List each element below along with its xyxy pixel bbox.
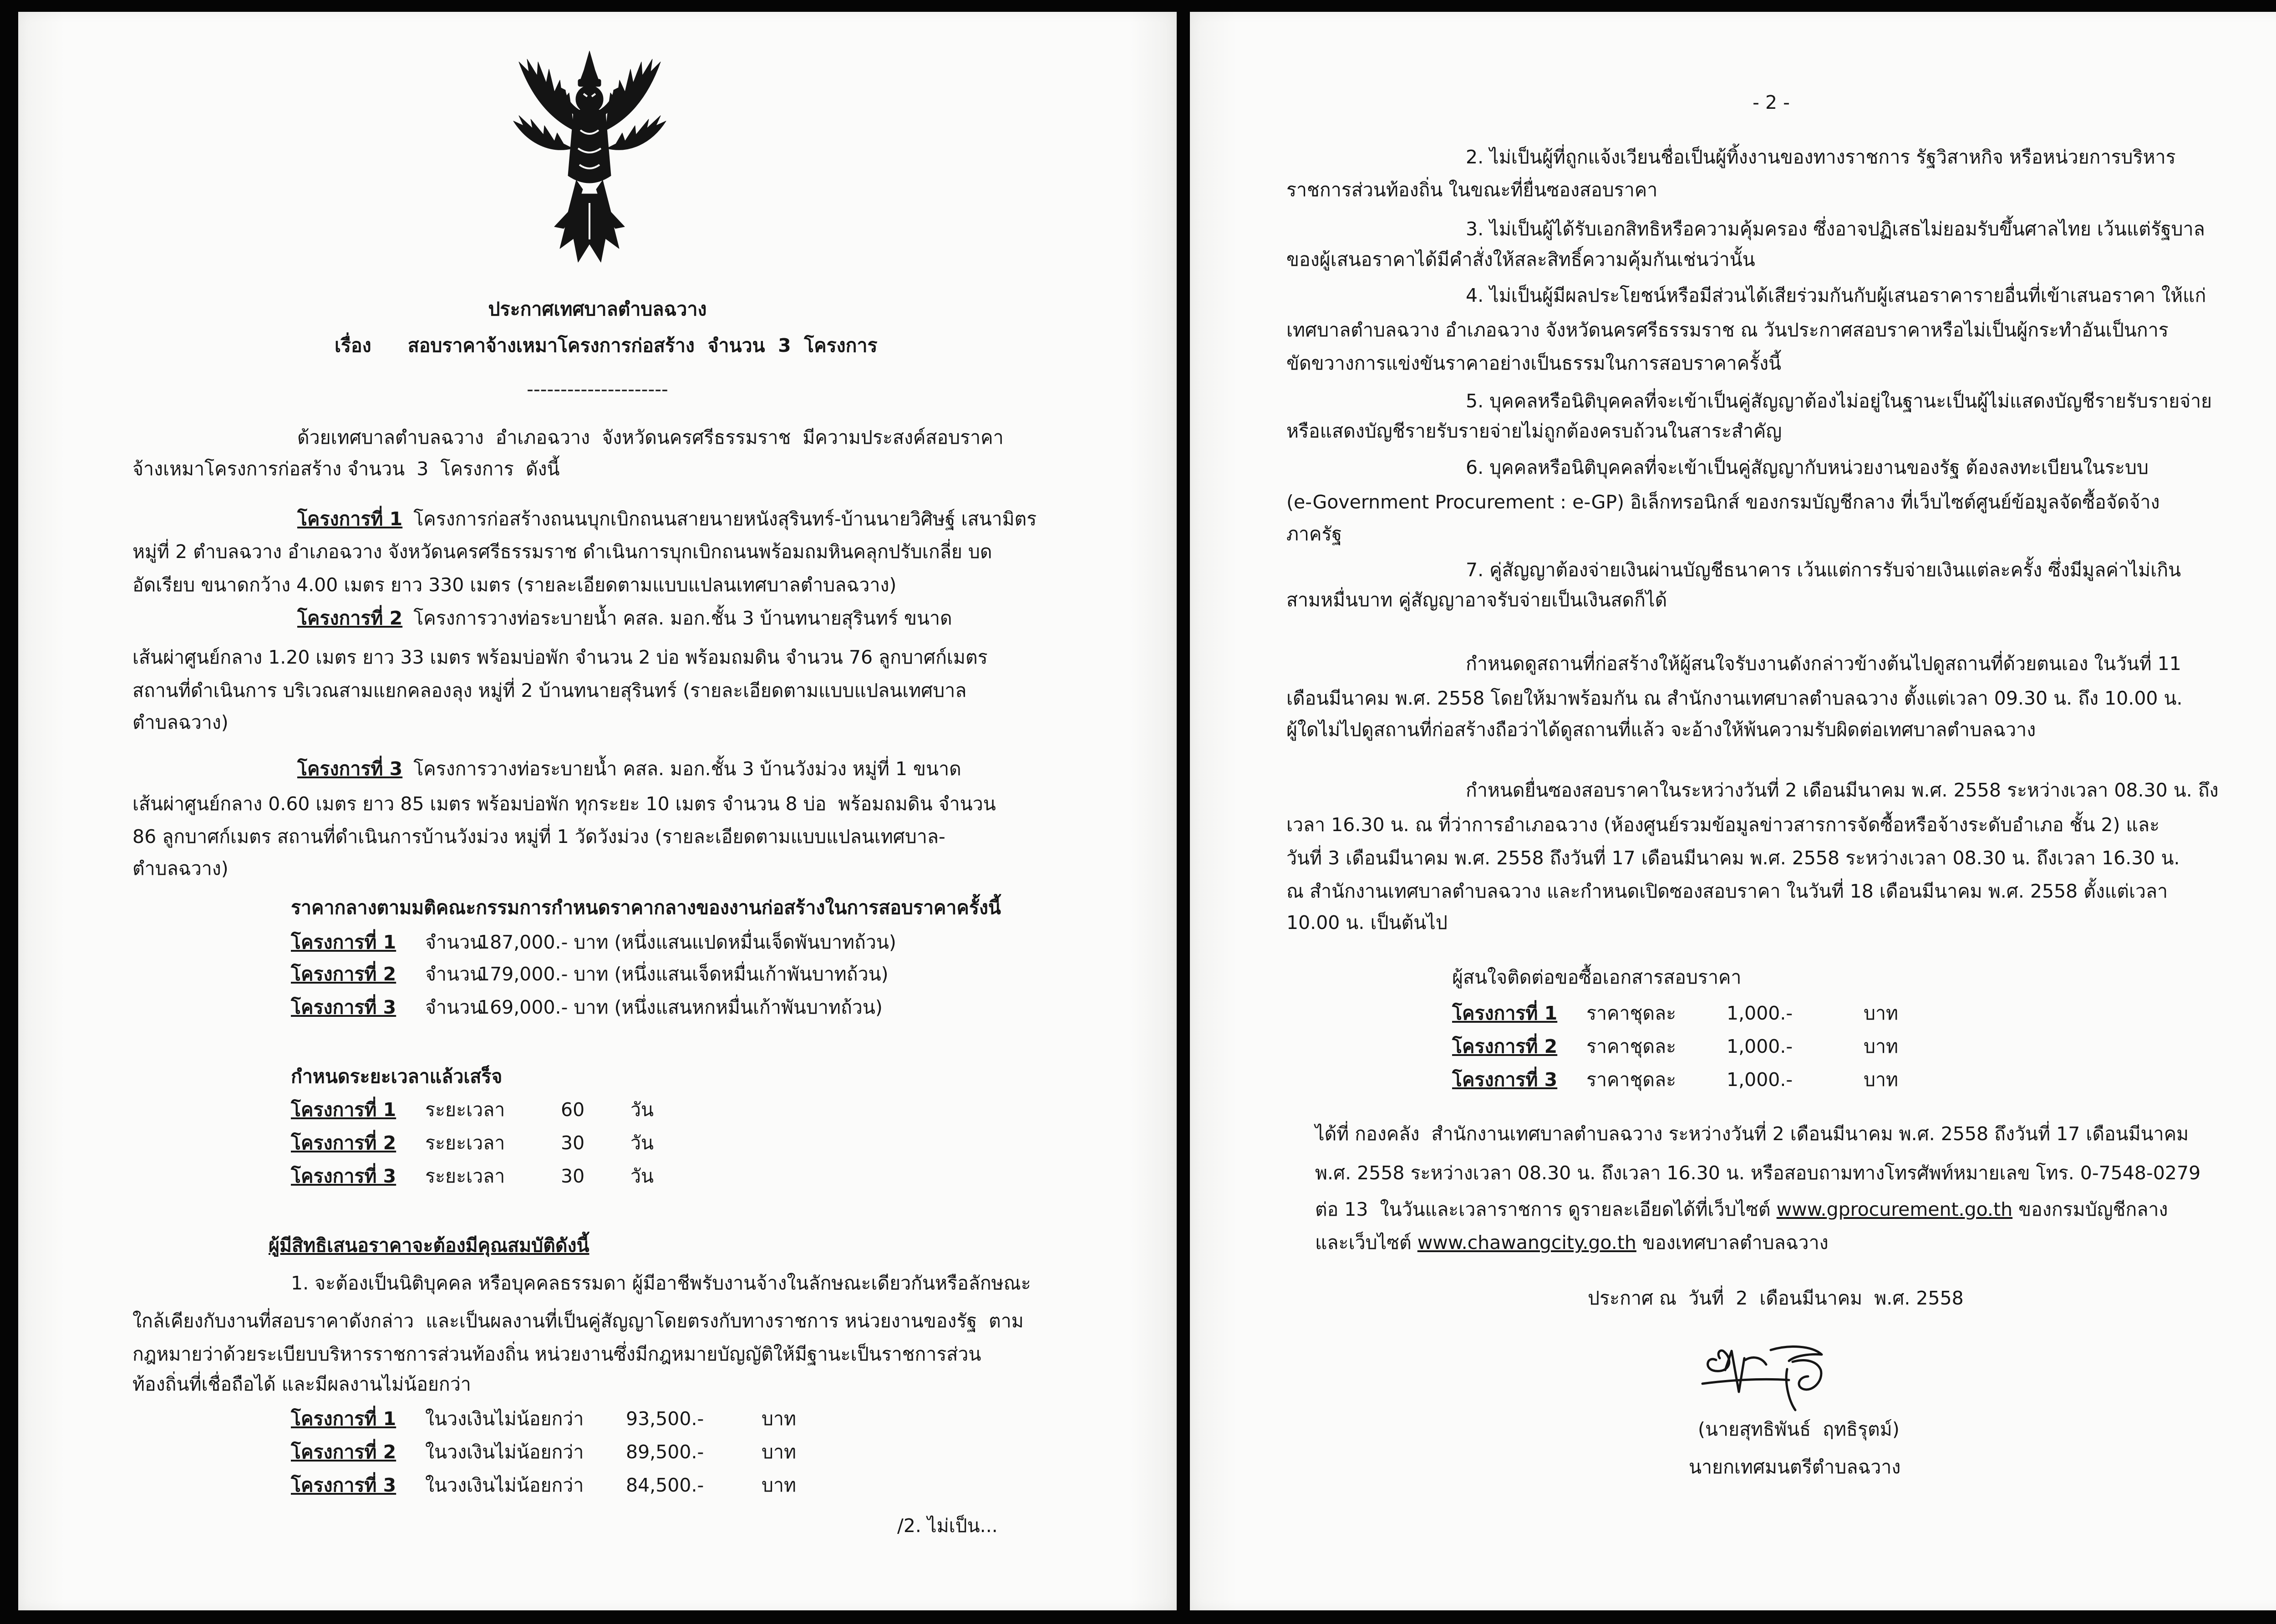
experience-amount: 93,500.-: [626, 1408, 704, 1430]
purchase-label: โครงการที่ 2: [1452, 1035, 1558, 1057]
experience-word: ในวงเงินไม่น้อยกว่า: [425, 1408, 584, 1430]
experience-word: ในวงเงินไม่น้อยกว่า: [425, 1474, 584, 1496]
intro-line: ด้วยเทศบาลตำบลฉวาง อำเภอฉวาง จังหวัดนครศรีธรรมราช มีความประสงค์สอบราคา: [297, 426, 1004, 448]
qualification-line: ใกล้เคียงกับงานที่สอบราคาดังกล่าว และเป็นผลงานที่เป็นคู่สัญญาโดยตรงกับทางราชการ หน่วยงานของรัฐ ตาม: [132, 1310, 1024, 1332]
duration-row: [18, 1096, 1177, 1123]
submission-line: วันที่ 3 เดือนมีนาคม พ.ศ. 2558 ถึงวันที่ 17 เดือนมีนาคม พ.ศ. 2558 ระหว่างเวลา 08.30 น. ถึงเวลา 16.30 น.: [1286, 847, 2180, 869]
purchase-label: โครงการที่ 3: [1452, 1069, 1558, 1091]
contact-line: [1315, 1196, 2168, 1223]
continued-marker: /2. ไม่เป็น...: [897, 1515, 998, 1537]
median-price-row: [18, 994, 1177, 1021]
condition-line: ขัดขวางการแข่งขันราคาอย่างเป็นธรรมในการสอบราคาครั้งนี้: [1286, 352, 1782, 374]
median-price-row: [18, 960, 1177, 988]
project-3-text: โครงการวางท่อระบายน้ำ คสล. มอก.ชั้น 3 บ้านวังม่วง หมู่ที่ 1 ขนาด: [413, 758, 961, 780]
purchase-word: ราคาชุดละ: [1586, 1002, 1677, 1024]
duration-days: 30: [561, 1165, 585, 1187]
condition-line: สามหมื่นบาท คู่สัญญาอาจรับจ่ายเป็นเงินสดก็ได้: [1286, 589, 1667, 611]
median-price-row: [18, 929, 1177, 956]
purchase-word: ราคาชุดละ: [1586, 1069, 1677, 1091]
project-1-label: โครงการที่ 1: [297, 508, 403, 530]
condition-line: 6. บุคคลหรือนิติบุคคลที่จะเข้าเป็นคู่สัญญากับหน่วยงานของรัฐ ต้องลงทะเบียนในระบบ: [1466, 457, 2149, 478]
duration-days: 30: [561, 1132, 585, 1154]
condition-line: 3. ไม่เป็นผู้ได้รับเอกสิทธิหรือความคุ้มครอง ซึ่งอาจปฏิเสธไม่ยอมรับขึ้นศาลไทย เว้นแต่รัฐบาล: [1466, 218, 2205, 240]
duration-label: โครงการที่ 3: [291, 1165, 396, 1187]
duration-heading: กำหนดระยะเวลาแล้วเสร็จ: [291, 1066, 503, 1087]
project-2-line: สถานที่ดำเนินการ บริเวณสามแยกคลองลุง หมู่ที่ 2 บ้านทนายสุรินทร์ (รายละเอียดตามแบบแปลนเทศบาล: [132, 680, 967, 701]
subject-text: สอบราคาจ้างเหมาโครงการก่อสร้าง จำนวน 3 โครงการ: [407, 335, 878, 356]
condition-line: ของผู้เสนอราคาได้มีคำสั่งให้สละสิทธิ์ความคุ้มกันเช่นว่านั้น: [1286, 249, 1755, 270]
document-title: ประกาศเทศบาลตำบลฉวาง: [488, 298, 707, 320]
project-1-line: [297, 505, 1036, 533]
purchase-heading: ผู้สนใจติดต่อขอซื้อเอกสารสอบราคา: [1452, 966, 1742, 988]
experience-row: [18, 1472, 1177, 1499]
condition-line: หรือแสดงบัญชีรายรับรายจ่ายไม่ถูกต้องครบถ้วนในสาระสำคัญ: [1286, 420, 1782, 442]
purchase-unit: บาท: [1864, 1069, 1899, 1091]
median-price-amount: 179,000.- บาท (หนึ่งแสนเจ็ดหมื่นเก้าพันบาทถ้วน): [478, 963, 889, 985]
contact-text: ต่อ 13 ในวันและเวลาราชการ ดูรายละเอียดได้ที่เว็บไซต์: [1315, 1198, 1777, 1220]
chawangcity-url: www.chawangcity.go.th: [1417, 1232, 1636, 1254]
project-1-line: หมู่ที่ 2 ตำบลฉวาง อำเภอฉวาง จังหวัดนครศรีธรรมราช ดำเนินการบุกเบิกถนนพร้อมถมหินคลุกปรับเกลี่ย บด: [132, 541, 992, 563]
contact-text: และเว็บไซต์: [1315, 1232, 1417, 1254]
project-3-line: ตำบลฉวาง): [132, 858, 229, 879]
experience-label: โครงการที่ 2: [291, 1441, 396, 1463]
condition-line: (e-Government Procurement : e-GP) อิเล็กทรอนิกส์ ของกรมบัญชีกลาง ที่เว็บไซต์ศูนย์ข้อมูลจัดซื้อจัดจ้าง: [1286, 491, 2160, 513]
experience-row: [18, 1405, 1177, 1432]
experience-unit: บาท: [762, 1474, 797, 1496]
purchase-price: 1,000.-: [1727, 1035, 1793, 1057]
document-page-1: [18, 12, 1177, 1610]
condition-line: ราชการส่วนท้องถิ่น ในขณะที่ยื่นซองสอบราคา: [1286, 179, 1658, 201]
experience-label: โครงการที่ 1: [291, 1408, 396, 1430]
subject-line: [335, 332, 878, 359]
experience-amount: 89,500.-: [626, 1441, 704, 1463]
duration-row: [18, 1129, 1177, 1157]
site-visit-line: ผู้ใดไม่ไปดูสถานที่ก่อสร้างถือว่าได้ดูสถานที่แล้ว จะอ้างให้พ้นความรับผิดต่อเทศบาลตำบลฉวาง: [1286, 719, 2036, 741]
condition-line: ภาครัฐ: [1286, 523, 1342, 545]
signature: [1698, 1342, 1855, 1417]
qualifications-heading: ผู้มีสิทธิเสนอราคาจะต้องมีคุณสมบัติดังนี้: [269, 1234, 589, 1256]
median-price-label: โครงการที่ 1: [291, 931, 396, 953]
median-price-word: จำนวน: [425, 996, 483, 1018]
purchase-unit: บาท: [1864, 1035, 1899, 1057]
experience-row: [18, 1438, 1177, 1466]
project-2-line: ตำบลฉวาง): [132, 711, 229, 733]
purchase-price: 1,000.-: [1727, 1002, 1793, 1024]
title-divider: ---------------------: [527, 378, 668, 400]
median-price-amount: 187,000.- บาท (หนึ่งแสนแปดหมื่นเจ็ดพันบาทถ้วน): [478, 931, 896, 953]
page-number: - 2 -: [1753, 91, 1790, 113]
experience-word: ในวงเงินไม่น้อยกว่า: [425, 1441, 584, 1463]
purchase-price: 1,000.-: [1727, 1069, 1793, 1091]
gprocurement-url: www.gprocurement.go.th: [1776, 1198, 2013, 1220]
purchase-word: ราคาชุดละ: [1586, 1035, 1677, 1057]
median-price-word: จำนวน: [425, 963, 483, 985]
project-2-text: โครงการวางท่อระบายน้ำ คสล. มอก.ชั้น 3 บ้านทนายสุรินทร์ ขนาด: [413, 607, 952, 629]
condition-line: 5. บุคคลหรือนิติบุคคลที่จะเข้าเป็นคู่สัญญาต้องไม่อยู่ในฐานะเป็นผู้ไม่แสดงบัญชีรายรับรายจ่าย: [1466, 390, 2212, 412]
purchase-unit: บาท: [1864, 1002, 1899, 1024]
experience-label: โครงการที่ 3: [291, 1474, 396, 1496]
project-2-line: เส้นผ่าศูนย์กลาง 1.20 เมตร ยาว 33 เมตร พร้อมบ่อพัก จำนวน 2 บ่อ พร้อมถมดิน จำนวน 76 ลูกบาศก์เมตร: [132, 646, 988, 668]
contact-line: พ.ศ. 2558 ระหว่างเวลา 08.30 น. ถึงเวลา 16.30 น. หรือสอบถามทางโทรศัพท์หมายเลข โทร. 0-7548-0279: [1315, 1162, 2201, 1184]
duration-word: ระยะเวลา: [425, 1099, 505, 1121]
median-price-word: จำนวน: [425, 931, 483, 953]
project-2-line: [297, 604, 952, 632]
signer-position: นายกเทศมนตรีตำบลฉวาง: [1689, 1456, 1901, 1478]
duration-row: [18, 1162, 1177, 1190]
median-price-amount: 169,000.- บาท (หนึ่งแสนหกหมื่นเก้าพันบาทถ้วน): [478, 996, 883, 1018]
project-3-line: เส้นผ่าศูนย์กลาง 0.60 เมตร ยาว 85 เมตร พร้อมบ่อพัก ทุกระยะ 10 เมตร จำนวน 8 บ่อ พร้อมถมดิน จำนวน: [132, 793, 996, 815]
submission-line: เวลา 16.30 น. ณ ที่ว่าการอำเภอฉวาง (ห้องศูนย์รวมข้อมูลข่าวสารการจัดซื้อหรือจ้างระดับอำเภอ ชั้น 2) และ: [1286, 814, 2160, 836]
experience-unit: บาท: [762, 1441, 797, 1463]
condition-line: เทศบาลตำบลฉวาง อำเภอฉวาง จังหวัดนครศรีธรรมราช ณ วันประกาศสอบราคาหรือไม่เป็นผู้กระทำอันเป็นการ: [1286, 319, 2169, 341]
condition-line: 4. ไม่เป็นผู้มีผลประโยชน์หรือมีส่วนได้เสียร่วมกันกับผู้เสนอราคารายอื่นที่เข้าเสนอราคา ให้แก่: [1466, 284, 2206, 306]
experience-amount: 84,500.-: [626, 1474, 704, 1496]
submission-line: ณ สำนักงานเทศบาลตำบลฉวาง และกำหนดเปิดซองสอบราคา ในวันที่ 18 เดือนมีนาคม พ.ศ. 2558 ตั้งแต่เวลา: [1286, 880, 2168, 902]
project-3-line: [297, 755, 961, 782]
duration-unit: วัน: [630, 1099, 654, 1121]
intro-line: จ้างเหมาโครงการก่อสร้าง จำนวน 3 โครงการ ดังนี้: [132, 458, 560, 480]
condition-line: 2. ไม่เป็นผู้ที่ถูกแจ้งเวียนชื่อเป็นผู้ทิ้งงานของทางราชการ รัฐวิสาหกิจ หรือหน่วยการบริหาร: [1466, 146, 2176, 168]
purchase-label: โครงการที่ 1: [1452, 1002, 1558, 1024]
signer-name: (นายสุทธิพันธ์ ฤทธิรุตม์): [1698, 1418, 1900, 1440]
document-page-2: [1190, 12, 2276, 1610]
project-3-label: โครงการที่ 3: [297, 758, 403, 780]
qualification-line: 1. จะต้องเป็นนิติบุคคล หรือบุคคลธรรมดา ผู้มีอาชีพรับงานจ้างในลักษณะเดียวกันหรือลักษณะ: [291, 1272, 1031, 1294]
duration-label: โครงการที่ 2: [291, 1132, 396, 1154]
project-1-text: โครงการก่อสร้างถนนบุกเบิกถนนสายนายหนังสุรินทร์-บ้านนายวิศิษฐ์ เสนามิตร: [413, 508, 1037, 530]
site-visit-line: กำหนดดูสถานที่ก่อสร้างให้ผู้สนใจรับงานดังกล่าวข้างต้นไปดูสถานที่ด้วยตนเอง ในวันที่ 11: [1466, 653, 2181, 675]
site-visit-line: เดือนมีนาคม พ.ศ. 2558 โดยให้มาพร้อมกัน ณ สำนักงานเทศบาลตำบลฉวาง ตั้งแต่เวลา 09.30 น. ถึง 10.00 น.: [1286, 687, 2183, 709]
contact-line: ได้ที่ กองคลัง สำนักงานเทศบาลตำบลฉวาง ระหว่างวันที่ 2 เดือนมีนาคม พ.ศ. 2558 ถึงวันที่ 17 เดือนมีนาคม: [1315, 1123, 2189, 1145]
subject-label: เรื่อง: [335, 335, 371, 356]
submission-line: 10.00 น. เป็นต้นไป: [1286, 912, 1448, 934]
contact-line: [1315, 1229, 1829, 1256]
contact-text: ของกรมบัญชีกลาง: [2012, 1198, 2168, 1220]
duration-word: ระยะเวลา: [425, 1132, 505, 1154]
median-price-label: โครงการที่ 2: [291, 963, 396, 985]
duration-unit: วัน: [630, 1132, 654, 1154]
purchase-row: [1190, 1000, 2276, 1027]
garuda-emblem: [505, 48, 674, 269]
project-1-line: อัดเรียบ ขนาดกว้าง 4.00 เมตร ยาว 330 เมตร (รายละเอียดตามแบบแปลนเทศบาลตำบลฉวาง): [132, 574, 897, 596]
qualification-line: ท้องถิ่นที่เชื่อถือได้ และมีผลงานไม่น้อยกว่า: [132, 1373, 471, 1395]
median-price-label: โครงการที่ 3: [291, 996, 396, 1018]
median-price-heading: ราคากลางตามมติคณะกรรมการกำหนดราคากลางของงานก่อสร้างในการสอบราคาครั้งนี้: [291, 897, 1001, 919]
project-3-line: 86 ลูกบาศก์เมตร สถานที่ดำเนินการบ้านวังม่วง หมู่ที่ 1 วัดวังม่วง (รายละเอียดตามแบบแปลนเทศบาล-: [132, 826, 945, 848]
purchase-row: [1190, 1033, 2276, 1060]
duration-days: 60: [561, 1099, 585, 1121]
duration-unit: วัน: [630, 1165, 654, 1187]
duration-word: ระยะเวลา: [425, 1165, 505, 1187]
condition-line: 7. คู่สัญญาต้องจ่ายเงินผ่านบัญชีธนาคาร เว้นแต่การรับจ่ายเงินแต่ละครั้ง ซึ่งมีมูลค่าไม่เกิน: [1466, 559, 2181, 581]
experience-unit: บาท: [762, 1408, 797, 1430]
purchase-row: [1190, 1066, 2276, 1093]
announce-date: ประกาศ ณ วันที่ 2 เดือนมีนาคม พ.ศ. 2558: [1588, 1287, 1964, 1309]
project-2-label: โครงการที่ 2: [297, 607, 403, 629]
submission-line: กำหนดยื่นซองสอบราคาในระหว่างวันที่ 2 เดือนมีนาคม พ.ศ. 2558 ระหว่างเวลา 08.30 น. ถึง: [1466, 779, 2219, 801]
duration-label: โครงการที่ 1: [291, 1099, 396, 1121]
qualification-line: กฎหมายว่าด้วยระเบียบบริหารราชการส่วนท้องถิ่น หน่วยงานซึ่งมีกฎหมายบัญญัติให้มีฐานะเป็นราชการส่วน: [132, 1343, 981, 1365]
contact-text: ของเทศบาลตำบลฉวาง: [1636, 1232, 1829, 1254]
